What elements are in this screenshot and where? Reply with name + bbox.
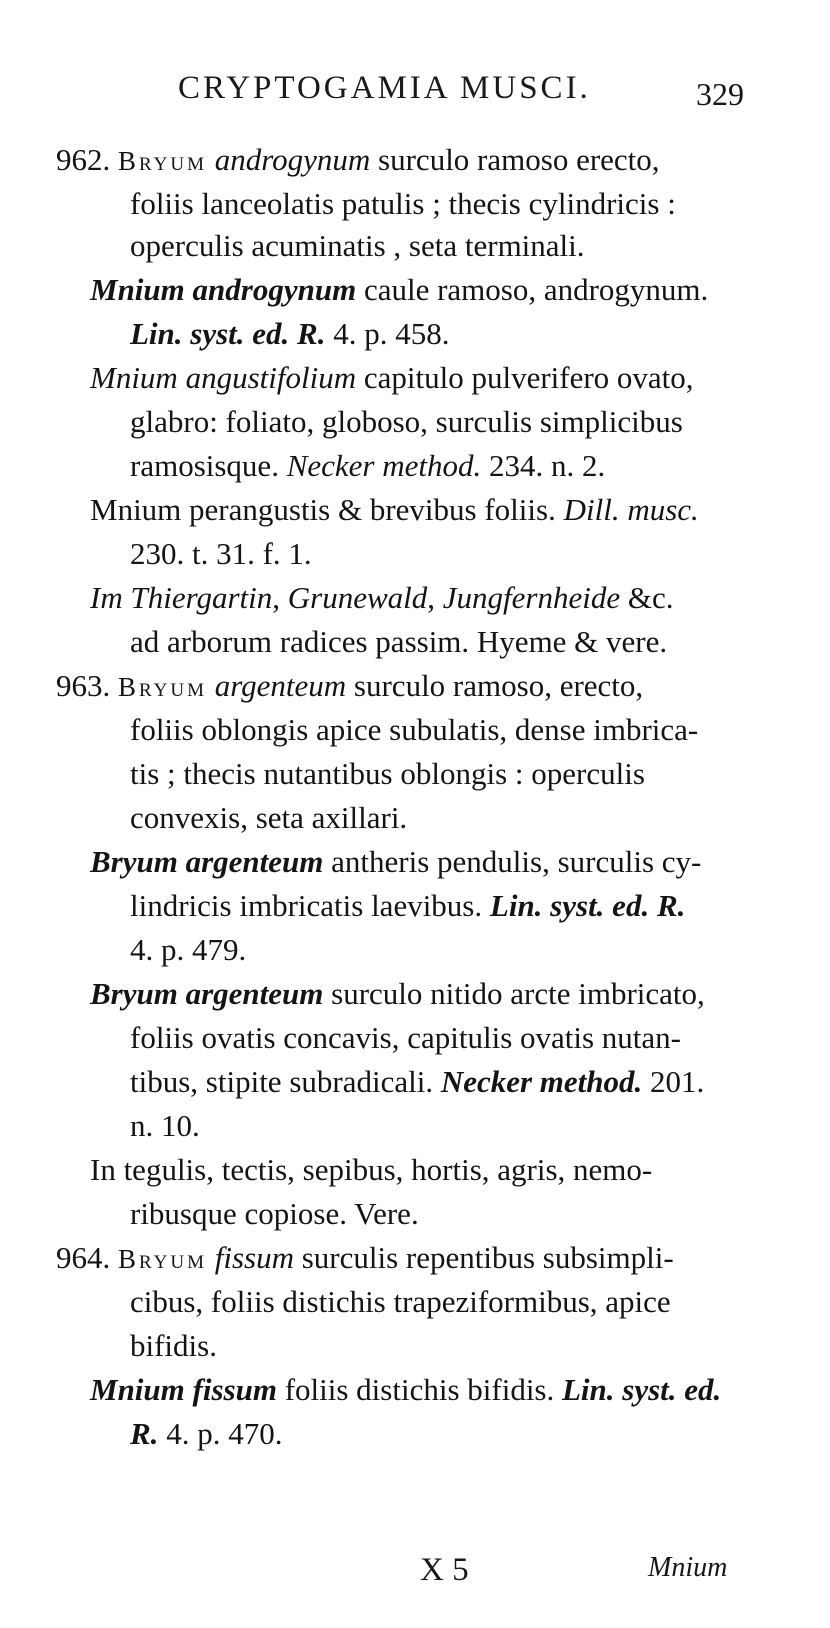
text-line: n. 10. — [130, 1108, 200, 1143]
species-name: fissum — [214, 1240, 294, 1275]
text-line: Mnium fissum foliis distichis bifidis. Lin. syst. ed. — [90, 1372, 722, 1407]
species-name: androgynum — [214, 142, 371, 177]
text-line: tibus, stipite subradicali. Necker method. 201. — [130, 1064, 705, 1099]
species-name: argenteum — [214, 668, 347, 703]
text-line: Mnium perangustis & brevibus foliis. Dill. musc. — [90, 492, 699, 527]
text-line: lindricis imbricatis laevibus. Lin. syst. ed. R. — [130, 888, 686, 923]
genus-name: Bryum — [118, 1244, 207, 1274]
entry-number: 963. — [56, 668, 111, 703]
citation: Lin. syst. ed. R. — [489, 888, 686, 923]
text-line: ramosisque. Necker method. 234. n. 2. — [130, 448, 606, 483]
text-line: 963. Bryum argenteum surculo ramoso, erecto, — [56, 668, 644, 703]
text-line: Bryum argenteum surculo nitido arcte imbricato, — [90, 976, 705, 1011]
text-line: operculis acuminatis , seta terminali. — [130, 228, 585, 263]
text-line: Lin. syst. ed. R. 4. p. 458. — [130, 316, 450, 351]
text-line: 964. Bryum fissum surculis repentibus subsimpli- — [56, 1240, 674, 1275]
text-line: 4. p. 479. — [130, 932, 247, 967]
genus-name: Bryum — [118, 672, 207, 702]
text-line: Im Thiergartin, Grunewald, Jungfernheide &c. — [90, 580, 674, 615]
text-line: Mnium angustifolium capitulo pulverifero ovato, — [90, 360, 694, 395]
text-line: cibus, foliis distichis trapeziformibus, apice — [130, 1284, 671, 1319]
text-line: ribusque copiose. Vere. — [130, 1196, 419, 1231]
text-line: ad arborum radices passim. Hyeme & vere. — [130, 624, 668, 659]
text-line: foliis oblongis apice subulatis, dense imbrica- — [130, 712, 699, 747]
entry-number: 962. — [56, 142, 111, 177]
text-line: bifidis. — [130, 1328, 217, 1363]
citation: R. — [130, 1416, 159, 1451]
text-line: convexis, seta axillari. — [130, 800, 408, 835]
text-line: glabro: foliato, globoso, surculis simplicibus — [130, 404, 683, 439]
citation: Necker method. — [440, 1064, 643, 1099]
synonym-name: Bryum argenteum — [90, 976, 324, 1011]
genus-name: Bryum — [118, 146, 207, 176]
citation: Lin. syst. ed. R. — [130, 316, 326, 351]
synonym-name: Mnium androgynum — [90, 272, 357, 307]
text-line: foliis lanceolatis patulis ; thecis cylindricis : — [130, 186, 676, 221]
text-line: tis ; thecis nutantibus oblongis : operculis — [130, 756, 645, 791]
locality: Im Thiergartin — [90, 580, 273, 615]
text-line: 230. t. 31. f. 1. — [130, 536, 312, 571]
entry-number: 964. — [56, 1240, 111, 1275]
locality: Grunewald — [287, 580, 428, 615]
page-number: 329 — [696, 76, 744, 112]
citation: Dill. musc. — [563, 492, 699, 527]
synonym-name: Mnium angustifolium — [90, 360, 357, 395]
locality: Jungfernheide — [442, 580, 621, 615]
signature-mark: X 5 — [420, 1552, 469, 1588]
catchword: Mnium — [648, 1552, 728, 1583]
citation: Lin. syst. ed. — [562, 1372, 722, 1407]
text-line: foliis ovatis concavis, capitulis ovatis nutan- — [130, 1020, 682, 1055]
synonym-name: Mnium fissum — [90, 1372, 277, 1407]
text-line: Mnium androgynum caule ramoso, androgynum. — [90, 272, 709, 307]
text-line: R. 4. p. 470. — [130, 1416, 283, 1451]
text-line: In tegulis, tectis, sepibus, hortis, agris, nemo- — [90, 1152, 653, 1187]
text-line: Bryum argenteum antheris pendulis, surculis cy- — [90, 844, 702, 879]
running-head: CRYPTOGAMIA MUSCI. — [178, 70, 591, 106]
synonym-name: Bryum argenteum — [90, 844, 324, 879]
citation: Necker method. — [286, 448, 482, 483]
text-line: 962. Bryum androgynum surculo ramoso erecto, — [56, 142, 660, 177]
